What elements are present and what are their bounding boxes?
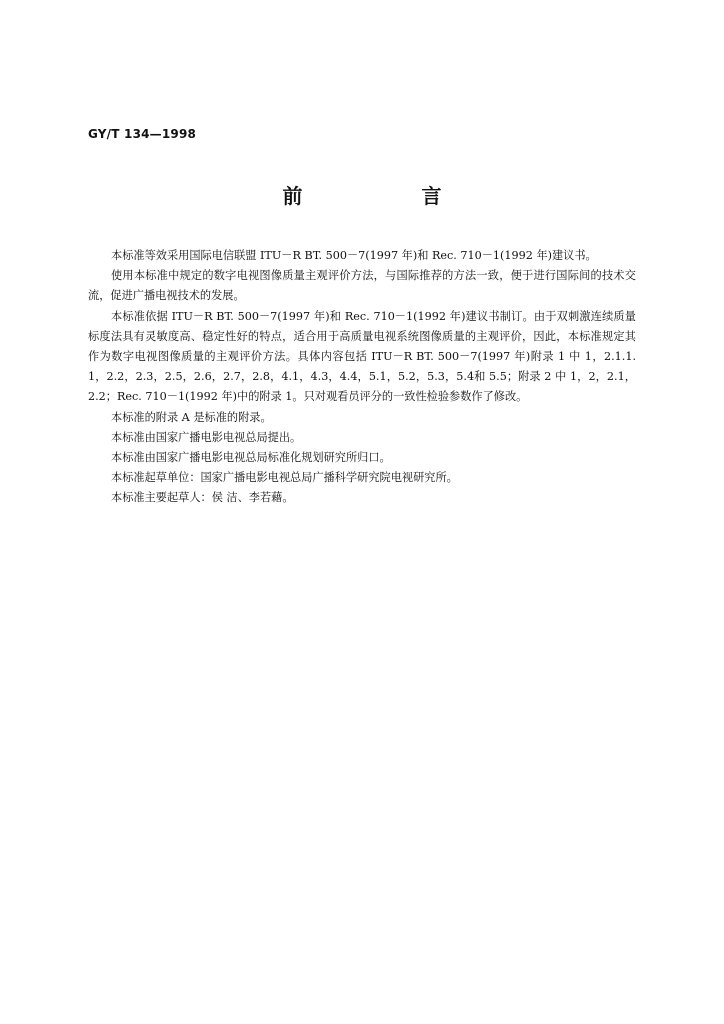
- paragraph-drafters: 本标准主要起草人：侯 洁、李若藉。: [111, 491, 294, 505]
- paragraph-proposer: 本标准由国家广播电影电视总局提出。: [111, 430, 302, 444]
- page-title: 前 言: [282, 184, 498, 208]
- paragraph-drafting-unit: 本标准起草单位：国家广播电影电视总局广播科学研究院电视研究所。: [111, 471, 458, 485]
- paragraph-administrator: 本标准由国家广播电影电视总局标准化规划研究所归口。: [111, 451, 391, 465]
- paragraph-basis: 本标准依据 ITU－R BT. 500－7(1997 年)和 Rec. 710－1(1992 年)建议书制订。由于双刺激连续质量标度法具有灵敏度高、稳定性好的特点，适合用于高质量电视系统图像质量的主观评价，因此，本标准规定其作为数字电视图像质量的主观评价方法。具体内容包括 ITU－R BT. 500－7(1997 年)附录 1 中 1，2.1.1.1，2.2，2.3，2.5，2.6，2.7，2.8，4.1，4.3，4.4，5.1，5.2，5.3，5.4和 5.5；附录 2 中 1，2，2.1，2.2；Rec. 710－1(1992 年)中的附录 1。只对观看员评分的一致性检验参数作了修改。: [88, 309, 636, 404]
- paragraph-purpose: 使用本标准中规定的数字电视图像质量主观评价方法，与国际推荐的方法一致，便于进行国际间的技术交流，促进广播电视技术的发展。: [88, 269, 636, 303]
- paragraph-appendix: 本标准的附录 A 是标准的附录。: [111, 410, 272, 424]
- foreword-body: [88, 246, 636, 509]
- paragraph-adoption: 本标准等效采用国际电信联盟 ITU－R BT. 500－7(1997 年)和 Rec. 710－1(1992 年)建议书。: [111, 249, 597, 262]
- standard-code: GY/T 134—1998: [88, 127, 197, 141]
